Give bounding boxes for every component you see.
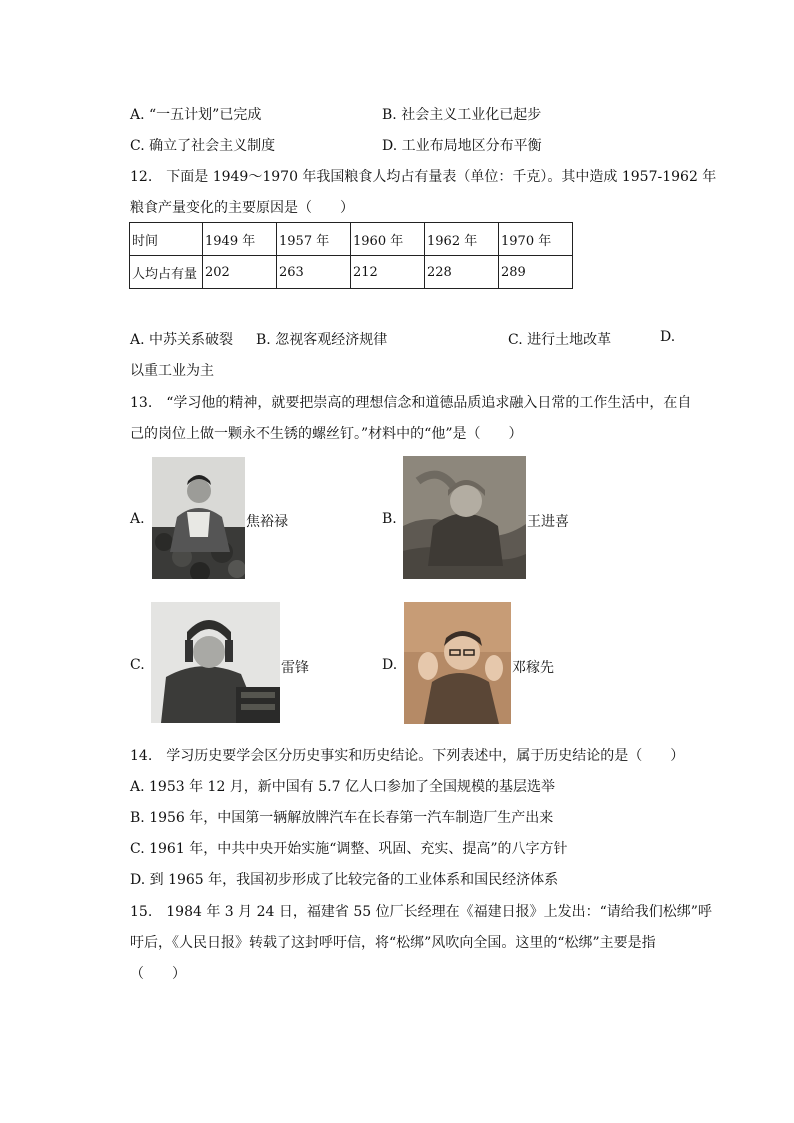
grain-table-header-cell: 时间 [130,223,203,256]
grain-table-header-row [130,223,573,256]
q15-stem-line3: （ ） [130,966,186,982]
grain-table-header-cell: 1957 年 [277,223,351,256]
photo-deng-jiaxian [404,602,511,724]
photo-lei-feng [151,602,280,723]
q13-option-b-name: 王进喜 [527,514,569,530]
q12-option-c: C. 进行土地改革 [508,332,612,348]
q11-option-c-letter: C. [130,138,145,154]
q14-option-a: A. 1953 年 12 月，新中国有 5.7 亿人口参加了全国规模的基层选举 [130,779,555,795]
q12-option-d: D. [660,329,676,345]
q13-option-c-name: 雷锋 [281,660,309,676]
grain-table-cell: 人均占有量 [130,256,203,289]
q12-option-b: B. 忽视客观经济规律 [256,332,388,348]
q11-option-c-text: 确立了社会主义制度 [149,138,276,154]
q14-option-c: C. 1961 年，中共中央开始实施“调整、巩固、充实、提高”的八字方针 [130,841,568,857]
photo-wang-jinxi [403,456,526,579]
q15-stem-line1: 15. 1984 年 3 月 24 日，福建省 55 位厂长经理在《福建日报》上发出：“请给我们松绑”呼 [130,904,712,920]
q13-option-d-letter: D. [382,657,398,673]
q11-option-d-letter: D. [382,138,398,154]
q13-stem-line2: 己的岗位上做一颗永不生锈的螺丝钉。”材料中的“他”是（ ） [130,426,523,442]
grain-table [129,222,573,289]
q11-option-a-letter: A. [130,107,145,123]
grain-table-cell: 263 [277,256,351,289]
q13-stem-line1: 13. “学习他的精神，就要把崇高的理想信念和道德品质追求融入日常的工作生活中，在自 [130,395,692,411]
portrait-photo-icon [403,456,526,579]
portrait-photo-icon [151,602,280,723]
q11-option-d-text: 工业布局地区分布平衡 [401,138,542,154]
portrait-photo-icon [404,602,511,724]
photo-jiao-yulu [152,457,245,579]
grain-table-header-cell: 1962 年 [425,223,499,256]
q12-stem-line2: 粮食产量变化的主要原因是（ ） [130,200,354,216]
q11-option-b-text: 社会主义工业化已起步 [401,107,542,123]
grain-table-cell: 289 [499,256,573,289]
q12-stem-line1: 12. 下面是 1949～1970 年我国粮食人均占有量表（单位：千克）。其中造成 1957-1962 年 [130,169,717,185]
portrait-photo-icon [152,457,245,579]
grain-table-data-row [130,256,573,289]
q15-stem-line2: 吁后，《人民日报》转载了这封呼吁信，将“松绑”风吹向全国。这里的“松绑”主要是指 [130,935,656,951]
q14-stem: 14. 学习历史要学会区分历史事实和历史结论。下列表述中，属于历史结论的是（ ） [130,748,685,764]
q13-option-a-name: 焦裕禄 [246,514,288,530]
q11-option-b-letter: B. [382,107,397,123]
q11-option-a-text: “一五计划”已完成 [149,107,262,123]
q11-option-a [130,104,261,124]
q13-option-a-letter: A. [130,511,145,527]
grain-table-cell: 228 [425,256,499,289]
grain-table-cell: 202 [203,256,277,289]
q12-option-d-text: 以重工业为主 [130,363,214,379]
q11-option-b [382,104,541,124]
grain-table-cell: 212 [351,256,425,289]
grain-table-header-cell: 1970 年 [499,223,573,256]
q11-option-d [382,135,542,155]
q14-option-b: B. 1956 年，中国第一辆解放牌汽车在长春第一汽车制造厂生产出来 [130,810,554,826]
q12-option-a: A. 中苏关系破裂 [130,332,234,348]
q14-option-d: D. 到 1965 年，我国初步形成了比较完备的工业体系和国民经济体系 [130,872,559,888]
q13-option-c-letter: C. [130,657,145,673]
grain-table-header-cell: 1949 年 [203,223,277,256]
grain-table-header-cell: 1960 年 [351,223,425,256]
q13-option-b-letter: B. [382,511,397,527]
q11-option-c [130,135,275,155]
q13-option-d-name: 邓稼先 [512,660,554,676]
